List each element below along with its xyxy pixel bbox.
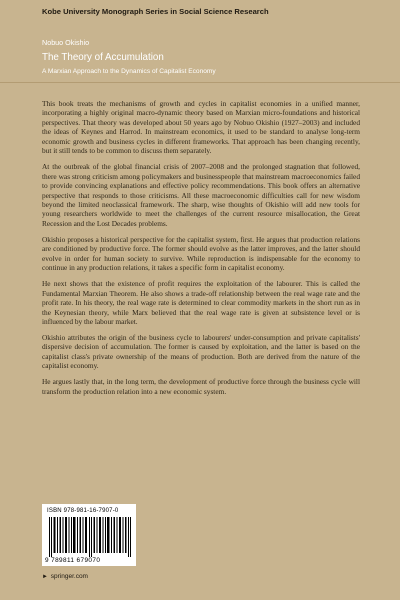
book-subtitle: A Marxian Approach to the Dynamics of Capitalist Economy <box>42 68 216 75</box>
blurb-paragraph: Okishio attributes the origin of the business cycle to labourers' under-consumption and private capitalists' dispersive decision of accumulation. The former is caused by exploitation, and the latter is based on the capitalist class's private ownership of the means of production. Both are derived from the nature of the capitalist economy. <box>42 332 360 371</box>
arrow-right-icon: ► <box>42 574 48 580</box>
isbn-barcode-box <box>42 504 136 566</box>
blurb-paragraph: This book treats the mechanisms of growth and cycles in capitalist economies in a unified manner, incorporating a highly original macro-dynamic theory based on Marxian micro-foundations and historical perspectives. That theory was developed about 50 years ago by Nobuo Okishio (1927–2003) and included the ideas of Keynes and Harrod. In mainstream economics, it used to be standard to analyse long-term economic growth and business cycles in different frameworks. That approach has been changing recently, but it still tends to be common to discuss them separately. <box>42 99 360 156</box>
barcode-digits: 9 789811 679070 <box>45 557 101 564</box>
author-name: Nobuo Okishio <box>42 38 90 47</box>
blurb-paragraph: He next shows that the existence of profit requires the exploitation of the labourer. This is called the Fundamental Marxian Theorem. He also shows a trade-off relationship between the real wage rate and the profit rate. In his theory, the real wage rate is determined to clear commodity markets in the short run as in the Keynesian theory, while Marx believed that the real wage rate is given at subsistence level or is influenced by the labour market. <box>42 279 360 327</box>
blurb-text <box>42 99 360 403</box>
publisher-website[interactable] <box>42 573 88 580</box>
barcode-icon <box>49 517 133 557</box>
blurb-paragraph: He argues lastly that, in the long term, the development of productive force through the business cycle will transform the production relation into a new economic system. <box>42 377 360 396</box>
isbn-number: ISBN 978-981-16-7907-0 <box>47 508 119 514</box>
series-title: Kobe University Monograph Series in Social Science Research <box>42 7 269 16</box>
cover-header <box>0 0 400 83</box>
blurb-paragraph: At the outbreak of the global financial crisis of 2007–2008 and the prolonged stagnation that followed, there was strong criticism among policymakers and businesspeople that mainstream macroeconomics failed to provide convincing explanations and effective policy recommendations. This book offers an alternative perspective that responds to those criticisms. All these macroeconomic difficulties call for new wisdom beyond the limited neoclassical framework. The sharp, wise thoughts of Okishio will add new tools for young researchers worldwide to meet the challenges of the current resource misallocation, the Great Recession and the Lost Decades problems. <box>42 162 360 228</box>
blurb-paragraph: Okishio proposes a historical perspective for the capitalist system, first. He argues that production relations are conditioned by productive force. The former should evolve as the latter improves, and the latter should evolve in order for human society to survive. While reproduction is indispensable for the economy to continue in any production relations, it takes a specific form in capitalist economy. <box>42 234 360 273</box>
book-title: The Theory of Accumulation <box>42 52 164 63</box>
publisher-website-label: springer.com <box>50 573 88 580</box>
